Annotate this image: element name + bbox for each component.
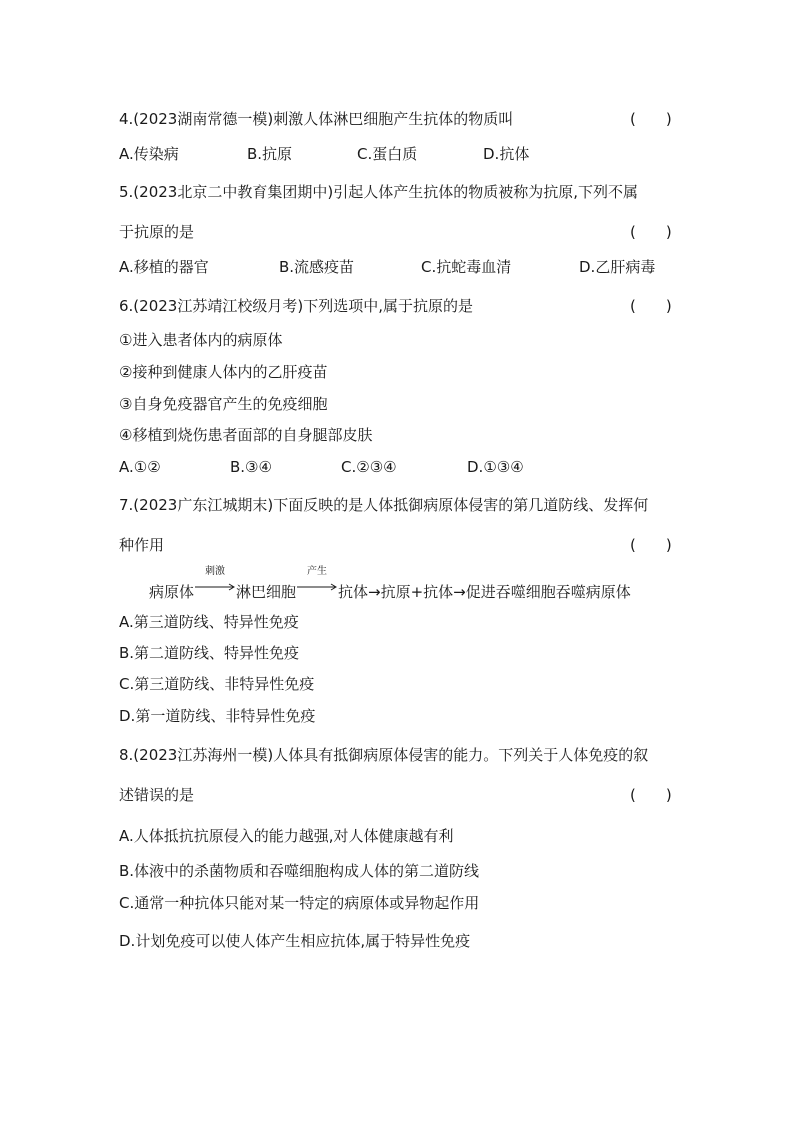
q4-option-b: B.抗原 [247,145,293,163]
q5-option-d: D.乙肝病毒 [579,258,656,276]
q8-option-c: C.通常一种抗体只能对某一特定的病原体或异物起作用 [119,894,480,912]
q6-item-2: ②接种到健康人体内的乙肝疫苗 [119,363,328,381]
q6-option-a: A.①② [119,458,161,476]
q6-item-1: ①进入患者体内的病原体 [119,331,283,349]
q7-stem-line2: 种作用 [119,536,165,554]
q8-stem-line2: 述错误的是 [119,786,195,804]
q5-option-a: A.移植的器官 [119,258,209,276]
q7-answer-bracket: ( ) [630,536,672,554]
q4-option-c: C.蛋白质 [357,145,418,163]
q8-answer-bracket: ( ) [630,786,672,804]
q8-option-a: A.人体抵抗抗原侵入的能力越强,对人体健康越有利 [119,827,454,845]
flow-node-lymphocyte: 淋巴细胞 [236,583,297,601]
q7-flow-diagram [149,566,631,606]
q4-option-a: A.传染病 [119,145,179,163]
q7-option-d: D.第一道防线、非特异性免疫 [119,707,316,725]
q4-stem: 4.(2023湖南常德一模)刺激人体淋巴细胞产生抗体的物质叫 [119,110,514,128]
q8-option-d: D.计划免疫可以使人体产生相应抗体,属于特异性免疫 [119,932,471,950]
flow-node-pathogen: 病原体 [149,583,195,601]
flow-arrow-produce-label: 产生 [307,566,328,577]
q6-item-4: ④移植到烧伤患者面部的自身腿部皮肤 [119,426,373,444]
q5-option-b: B.流感疫苗 [279,258,355,276]
q5-option-c: C.抗蛇毒血清 [421,258,512,276]
q7-option-b: B.第二道防线、特异性免疫 [119,644,300,662]
q8-option-b: B.体液中的杀菌物质和吞噬细胞构成人体的第二道防线 [119,862,480,880]
q6-item-3: ③自身免疫器官产生的免疫细胞 [119,395,328,413]
q6-answer-bracket: ( ) [630,297,672,315]
flow-rest: 抗体→抗原+抗体→促进吞噬细胞吞噬病原体 [338,583,631,601]
q6-option-d: D.①③④ [467,458,524,476]
flow-arrow-stimulate-label: 刺激 [205,566,226,577]
q4-option-d: D.抗体 [483,145,530,163]
flow-arrow-stimulate [194,566,236,602]
arrow-right-icon [194,582,236,592]
q6-stem: 6.(2023江苏靖江校级月考)下列选项中,属于抗原的是 [119,297,473,315]
arrow-right-icon [296,582,338,592]
q4-answer-bracket: ( ) [630,110,672,128]
q6-option-c: C.②③④ [341,458,397,476]
q7-stem-line1: 7.(2023广东江城期末)下面反映的是人体抵御病原体侵害的第几道防线、发挥何 [119,496,649,514]
q5-answer-bracket: ( ) [630,223,672,241]
q6-option-b: B.③④ [230,458,272,476]
q7-option-a: A.第三道防线、特异性免疫 [119,613,299,631]
flow-arrow-produce [296,566,338,602]
q8-stem-line1: 8.(2023江苏海州一模)人体具有抵御病原体侵害的能力。下列关于人体免疫的叙 [119,746,649,764]
q7-option-c: C.第三道防线、非特异性免疫 [119,675,315,693]
q5-stem-line1: 5.(2023北京二中教育集团期中)引起人体产生抗体的物质被称为抗原,下列不属 [119,183,638,201]
q5-stem-line2: 于抗原的是 [119,223,195,241]
